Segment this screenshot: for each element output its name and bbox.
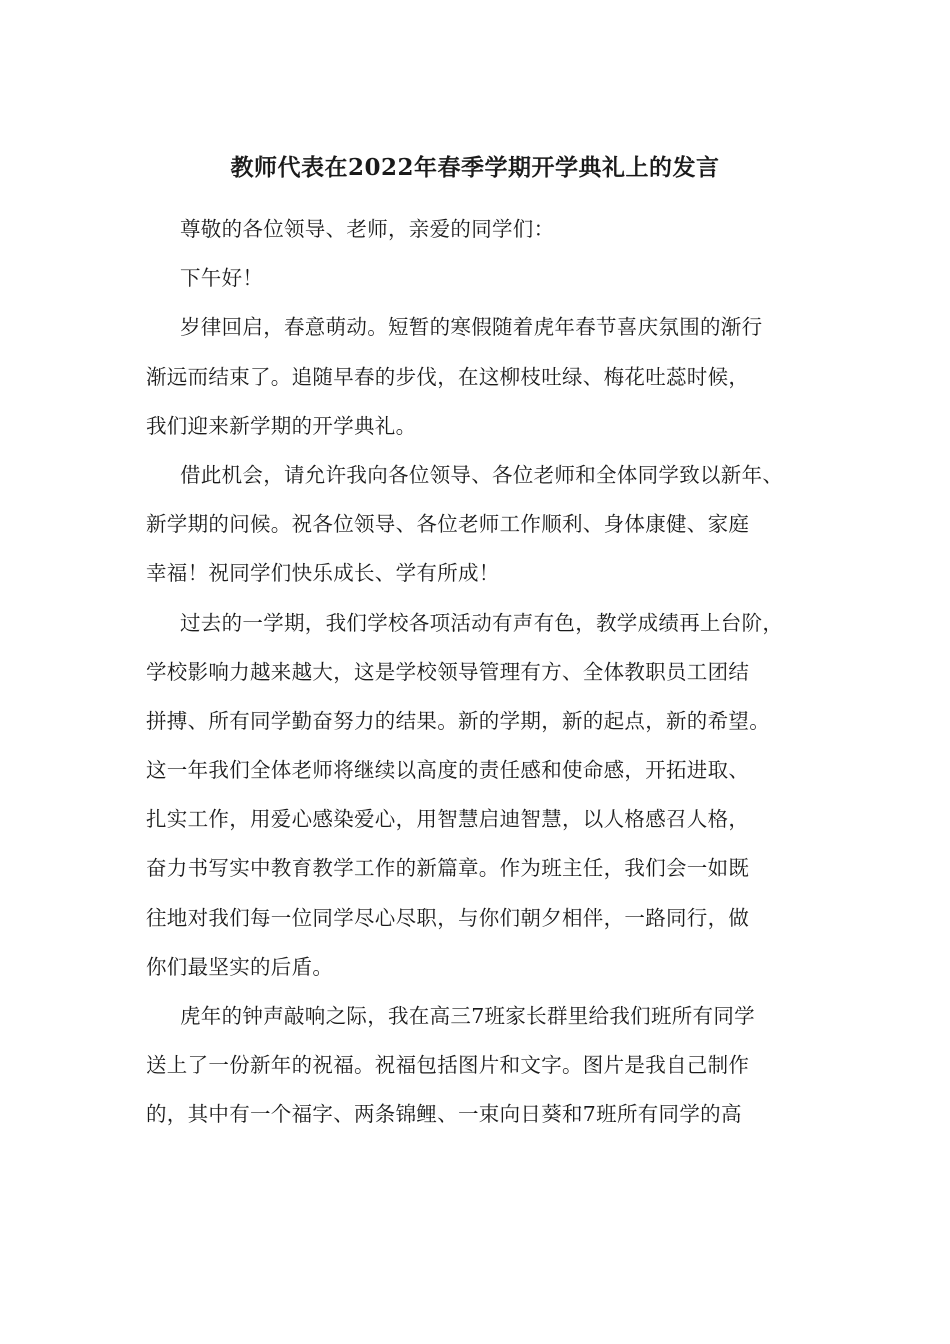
document-body: [146, 214, 826, 1149]
text-line: 幸福！祝同学们快乐成长、学有所成！: [146, 561, 500, 586]
text-line: 扎实工作，用爱心感染爱心，用智慧启迪智慧，以人格感召人格，: [146, 807, 750, 832]
text-line: 送上了一份新年的祝福。祝福包括图片和文字。图片是我自己制作: [146, 1053, 750, 1078]
text-line: 岁律回启，春意萌动。短暂的寒假随着虎年春节喜庆氛围的渐行: [180, 315, 763, 340]
text-line: 借此机会，请允许我向各位领导、各位老师和全体同学致以新年、: [180, 462, 784, 487]
text-line: 虎年的钟声敲响之际，我在高三7班家长群里给我们班所有同学: [180, 1004, 755, 1028]
text-line: 渐远而结束了。追随早春的步伐，在这柳枝吐绿、梅花吐蕊时候，: [146, 364, 750, 389]
text-line: 尊敬的各位领导、老师，亲爱的同学们：: [180, 217, 555, 241]
text-line: 这一年我们全体老师将继续以高度的责任感和使命感，开拓进取、: [146, 758, 750, 783]
document-title: 教师代表在2022年春季学期开学典礼上的发言: [230, 154, 720, 181]
text-line: 拼搏、所有同学勤奋努力的结果。新的学期，新的起点，新的希望。: [146, 708, 770, 733]
text-line: 奋力书写实中教育教学工作的新篇章。作为班主任，我们会一如既: [146, 856, 750, 881]
text-line: 过去的一学期，我们学校各项活动有声有色，教学成绩再上台阶，: [180, 610, 784, 635]
text-line: 你们最坚实的后盾。: [146, 954, 334, 979]
text-line: 往地对我们每一位同学尽心尽职，与你们朝夕相伴，一路同行，做: [146, 905, 750, 930]
text-line: 新学期的问候。祝各位领导、各位老师工作顺利、身体康健、家庭: [146, 512, 750, 537]
text-line: 下午好！: [180, 266, 264, 291]
text-line: 我们迎来新学期的开学典礼。: [146, 413, 417, 438]
text-line: 学校影响力越来越大，这是学校领导管理有方、全体教职员工团结: [146, 659, 750, 684]
text-line: 的，其中有一个福字、两条锦鲤、一束向日葵和7班所有同学的高: [146, 1102, 742, 1127]
